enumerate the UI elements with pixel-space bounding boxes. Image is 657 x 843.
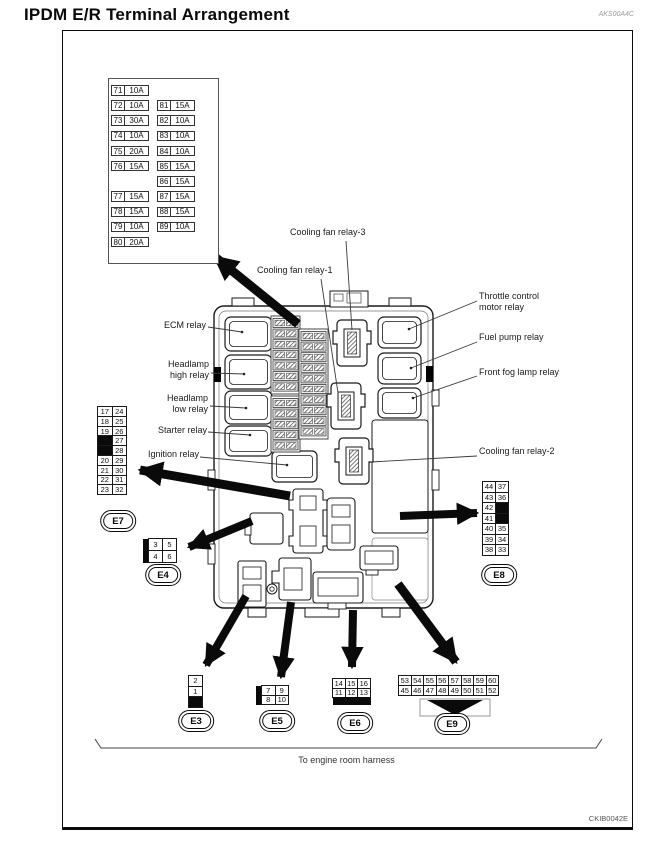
terminal-cell: 60 bbox=[486, 675, 500, 686]
fuse-86 bbox=[158, 176, 195, 191]
fuse-number: 82 bbox=[157, 115, 171, 126]
fuse-73 bbox=[112, 115, 149, 130]
connector-badge-e3 bbox=[178, 710, 214, 732]
fuse-number: 83 bbox=[157, 131, 171, 142]
terminal-cell: 16 bbox=[357, 678, 371, 689]
fuse-number: 76 bbox=[111, 161, 125, 172]
terminal-cell: 11 bbox=[332, 688, 346, 699]
terminal-cell: 50 bbox=[461, 685, 475, 696]
fuse-number: 85 bbox=[157, 161, 171, 172]
fuse-amperage: 15A bbox=[124, 161, 149, 172]
terminal-cell: 51 bbox=[473, 685, 487, 696]
connector-badge-e9 bbox=[434, 713, 470, 735]
doc-code-bottom: CKIB0042E bbox=[588, 814, 628, 823]
label-ecm-relay: ECM relay bbox=[163, 320, 206, 330]
label-starter-relay: Starter relay bbox=[157, 425, 207, 435]
fuse-col-left bbox=[112, 85, 149, 252]
fuse-80 bbox=[112, 237, 149, 252]
label-line: Throttle control bbox=[479, 291, 540, 301]
label-throttle-control-motor-relay bbox=[479, 291, 539, 313]
label-line: Headlamp bbox=[167, 359, 209, 369]
fuse-number: 81 bbox=[157, 100, 171, 111]
terminal-cell: 24 bbox=[112, 406, 128, 417]
terminal-cell: 28 bbox=[112, 445, 128, 456]
fuse-number: 88 bbox=[157, 207, 171, 218]
e6-terminal-grid bbox=[333, 679, 371, 698]
fuse-78 bbox=[112, 207, 149, 222]
terminal-cell: 8 bbox=[261, 695, 276, 706]
terminal-cell: 4 bbox=[148, 550, 163, 563]
terminal-cell: 49 bbox=[448, 685, 462, 696]
fuse-77 bbox=[112, 191, 149, 206]
e8-terminal-grid bbox=[483, 482, 509, 556]
fuse-number: 75 bbox=[111, 146, 125, 157]
terminal-cell: 30 bbox=[112, 465, 128, 476]
terminal-cell: 10 bbox=[275, 695, 290, 706]
fuse-number: 78 bbox=[111, 207, 125, 218]
e4-terminal-block bbox=[143, 539, 177, 563]
terminal-cell: 25 bbox=[112, 416, 128, 427]
fuse-amperage: 10A bbox=[124, 222, 149, 233]
fuse-number: 77 bbox=[111, 191, 125, 202]
terminal-cell: 7 bbox=[261, 685, 276, 696]
e5-terminal-grid bbox=[262, 686, 289, 705]
terminal-cell: 53 bbox=[398, 675, 412, 686]
terminal-cell: 17 bbox=[97, 406, 113, 417]
terminal-cell: 34 bbox=[495, 534, 509, 546]
terminal-cell: 55 bbox=[423, 675, 437, 686]
terminal-cell: 20 bbox=[97, 455, 113, 466]
label-ignition-relay: Ignition relay bbox=[147, 449, 199, 459]
terminal-cell: 35 bbox=[495, 523, 509, 535]
harness-note: To engine room harness bbox=[298, 755, 395, 765]
doc-code-top: AKS00A4C bbox=[598, 11, 634, 18]
fuse-slot-empty bbox=[158, 237, 195, 252]
fuse-amperage: 15A bbox=[124, 207, 149, 218]
terminal-cell: 13 bbox=[357, 688, 371, 699]
terminal-cell: 37 bbox=[495, 481, 509, 493]
e9-terminal-grid bbox=[399, 676, 499, 696]
label-line: Headlamp bbox=[166, 393, 208, 403]
fuse-81 bbox=[158, 100, 195, 115]
terminal-cell: 21 bbox=[97, 465, 113, 476]
fuse-amperage: 10A bbox=[170, 222, 195, 233]
terminal-cell: 47 bbox=[423, 685, 437, 696]
fuse-75 bbox=[112, 146, 149, 161]
terminal-cell: 6 bbox=[162, 550, 177, 563]
fuse-84 bbox=[158, 146, 195, 161]
terminal-cell: 19 bbox=[97, 426, 113, 437]
fuse-number: 86 bbox=[157, 176, 171, 187]
fuse-74 bbox=[112, 131, 149, 146]
terminal-cell: 57 bbox=[448, 675, 462, 686]
fuse-amperage: 10A bbox=[170, 115, 195, 126]
fuse-number: 89 bbox=[157, 222, 171, 233]
terminal-cell: 26 bbox=[112, 426, 128, 437]
terminal-cell: 14 bbox=[332, 678, 346, 689]
terminal-cell: 41 bbox=[482, 513, 496, 525]
terminal-cell: 42 bbox=[482, 502, 496, 514]
fuse-82 bbox=[158, 115, 195, 130]
terminal-cell: 44 bbox=[482, 481, 496, 493]
fuse-amperage: 10A bbox=[170, 131, 195, 142]
terminal-cell: 18 bbox=[97, 416, 113, 427]
label-cooling-fan-relay-1: Cooling fan relay-1 bbox=[257, 265, 333, 275]
fuse-number: 79 bbox=[111, 222, 125, 233]
blocked-terminal-cell bbox=[188, 696, 203, 708]
fuse-amp-table bbox=[108, 78, 219, 264]
fuse-89 bbox=[158, 222, 195, 237]
connector-badge-label: E3 bbox=[181, 713, 211, 729]
fuse-number: 80 bbox=[111, 237, 125, 248]
connector-badge-e6 bbox=[337, 712, 373, 734]
fuse-79 bbox=[112, 222, 149, 237]
connector-badge-label: E9 bbox=[437, 716, 467, 732]
terminal-cell: 38 bbox=[482, 544, 496, 556]
terminal-cell: 3 bbox=[148, 538, 163, 551]
terminal-cell: 40 bbox=[482, 523, 496, 535]
terminal-cell: 15 bbox=[345, 678, 359, 689]
terminal-cell: 52 bbox=[486, 685, 500, 696]
fuse-83 bbox=[158, 131, 195, 146]
fuse-amperage: 15A bbox=[170, 100, 195, 111]
terminal-cell: 22 bbox=[97, 475, 113, 486]
fuse-amperage: 30A bbox=[124, 115, 149, 126]
terminal-cell: 59 bbox=[473, 675, 487, 686]
terminal-cell: 9 bbox=[275, 685, 290, 696]
terminal-cell: 45 bbox=[398, 685, 412, 696]
terminal-cell: 36 bbox=[495, 492, 509, 504]
fuse-76 bbox=[112, 161, 149, 176]
fuse-amperage: 10A bbox=[170, 146, 195, 157]
page-title: IPDM E/R Terminal Arrangement bbox=[24, 5, 290, 24]
connector-badge-e4 bbox=[145, 564, 181, 586]
fuse-number: 84 bbox=[157, 146, 171, 157]
e5-terminal-block bbox=[256, 686, 289, 705]
label-line: high relay bbox=[169, 370, 209, 380]
connector-badge-e7 bbox=[100, 510, 136, 532]
fuse-amperage: 20A bbox=[124, 146, 149, 157]
terminal-cell: 56 bbox=[436, 675, 450, 686]
fuse-amperage: 10A bbox=[124, 85, 149, 96]
fuse-72 bbox=[112, 100, 149, 115]
connector-badge-e5 bbox=[259, 710, 295, 732]
terminal-cell: 32 bbox=[112, 484, 128, 495]
connector-badge-e8 bbox=[481, 564, 517, 586]
label-cooling-fan-relay-2: Cooling fan relay-2 bbox=[479, 446, 555, 456]
fuse-amperage: 15A bbox=[170, 161, 195, 172]
fuse-amperage: 15A bbox=[124, 191, 149, 202]
fuse-slot-empty bbox=[112, 176, 149, 191]
e6-terminal-block bbox=[333, 679, 371, 705]
fuse-88 bbox=[158, 207, 195, 222]
terminal-cell: 33 bbox=[495, 544, 509, 556]
terminal-cell: 46 bbox=[411, 685, 425, 696]
label-line: low relay bbox=[172, 404, 208, 414]
terminal-cell: 48 bbox=[436, 685, 450, 696]
fuse-87 bbox=[158, 191, 195, 206]
fuse-amperage: 15A bbox=[170, 176, 195, 187]
fuse-number: 73 bbox=[111, 115, 125, 126]
label-headlamp-high-relay bbox=[168, 359, 209, 381]
fuse-number: 87 bbox=[157, 191, 171, 202]
fuse-85 bbox=[158, 161, 195, 176]
label-fuel-pump-relay: Fuel pump relay bbox=[479, 332, 544, 342]
fuse-number: 74 bbox=[111, 131, 125, 142]
label-front-fog-lamp-relay: Front fog lamp relay bbox=[479, 367, 560, 377]
fuse-amperage: 15A bbox=[170, 207, 195, 218]
fuse-number: 71 bbox=[111, 85, 125, 96]
terminal-cell: 23 bbox=[97, 484, 113, 495]
e6-black-marker bbox=[333, 697, 371, 705]
terminal-cell: 27 bbox=[112, 435, 128, 446]
connector-badge-label: E7 bbox=[103, 513, 133, 529]
terminal-cell: 5 bbox=[162, 538, 177, 551]
e3-terminal-grid bbox=[189, 676, 203, 708]
terminal-cell: 39 bbox=[482, 534, 496, 546]
e7-terminal-grid bbox=[98, 407, 127, 495]
fuse-amperage: 15A bbox=[170, 191, 195, 202]
connector-badge-label: E8 bbox=[484, 567, 514, 583]
terminal-cell: 54 bbox=[411, 675, 425, 686]
label-line: motor relay bbox=[479, 302, 525, 312]
fuse-slot-empty bbox=[158, 85, 195, 100]
fuse-col-right bbox=[158, 85, 195, 252]
terminal-cell: 43 bbox=[482, 492, 496, 504]
label-cooling-fan-relay-3: Cooling fan relay-3 bbox=[290, 227, 366, 237]
fuse-number: 72 bbox=[111, 100, 125, 111]
fuse-71 bbox=[112, 85, 149, 100]
fuse-amperage: 20A bbox=[124, 237, 149, 248]
fuse-amperage: 10A bbox=[124, 131, 149, 142]
terminal-cell: 12 bbox=[345, 688, 359, 699]
terminal-cell: 31 bbox=[112, 475, 128, 486]
connector-badge-label: E6 bbox=[340, 715, 370, 731]
terminal-cell: 58 bbox=[461, 675, 475, 686]
e4-terminal-grid bbox=[149, 539, 177, 563]
label-headlamp-low-relay bbox=[167, 393, 208, 415]
connector-badge-label: E5 bbox=[262, 713, 292, 729]
terminal-cell: 29 bbox=[112, 455, 128, 466]
connector-badge-label: E4 bbox=[148, 567, 178, 583]
fuse-amperage: 10A bbox=[124, 100, 149, 111]
terminal-cell: 1 bbox=[188, 686, 203, 698]
terminal-cell: 2 bbox=[188, 675, 203, 687]
